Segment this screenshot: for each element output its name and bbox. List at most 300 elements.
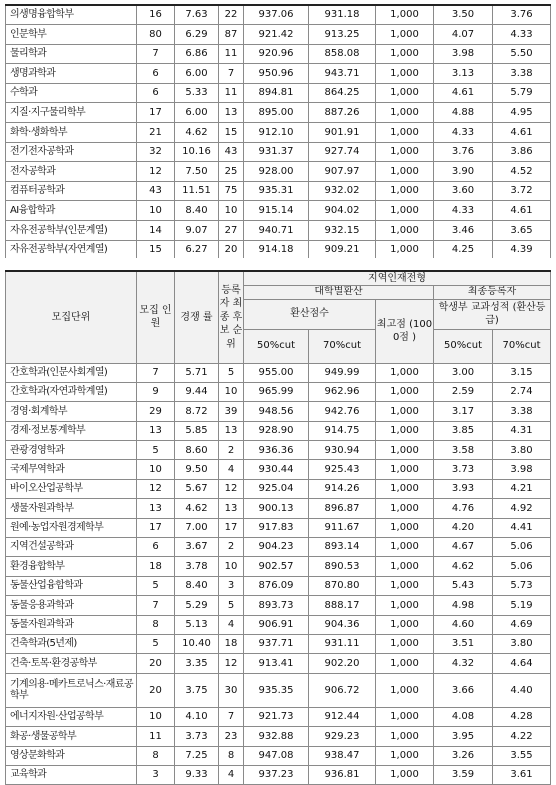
grade70-cell: 4.69 [493, 615, 551, 634]
grade70-cell: 3.65 [493, 221, 551, 241]
rank-cell: 13 [219, 103, 244, 123]
grade70-cell: 4.95 [493, 103, 551, 123]
table-row [6, 654, 551, 673]
grade50-cell: 3.50 [434, 5, 493, 25]
cut50-grade-header: 50%cut [434, 329, 493, 363]
score50-cell: 935.35 [244, 673, 309, 707]
ratio-cell: 5.29 [175, 596, 219, 615]
table-row [6, 83, 551, 103]
dept-cell: 간호학과(자연과학계열) [6, 382, 137, 401]
grade70-cell: 3.38 [493, 402, 551, 421]
rank-cell: 5 [219, 363, 244, 382]
grade50-cell: 4.98 [434, 596, 493, 615]
score70-cell: 943.71 [309, 64, 376, 84]
dept-cell: 동물산업융합학과 [6, 576, 137, 595]
group-title: 지역인재전형 [244, 271, 551, 285]
table-row [6, 707, 551, 726]
score70-cell: 904.02 [309, 201, 376, 221]
dept-cell: 지질·지구물리학부 [6, 103, 137, 123]
grade50-cell: 4.08 [434, 707, 493, 726]
dept-cell: 경영·회계학부 [6, 402, 137, 421]
grade50-cell: 4.07 [434, 25, 493, 45]
table-row [6, 727, 551, 746]
quota-header: 모집 인원 [137, 271, 175, 363]
rank-cell: 13 [219, 421, 244, 440]
quota-cell: 7 [137, 596, 175, 615]
grade50-cell: 3.93 [434, 479, 493, 498]
ratio-cell: 3.73 [175, 727, 219, 746]
max-score-cell: 1,000 [376, 240, 434, 260]
grade50-cell: 3.76 [434, 142, 493, 162]
ratio-cell: 5.67 [175, 479, 219, 498]
max-score-cell: 1,000 [376, 142, 434, 162]
ratio-cell: 9.50 [175, 460, 219, 479]
quota-cell: 17 [137, 103, 175, 123]
grade50-cell: 4.20 [434, 518, 493, 537]
score50-cell: 925.04 [244, 479, 309, 498]
score50-cell: 935.31 [244, 181, 309, 201]
max-score-cell: 1,000 [376, 123, 434, 143]
score70-cell: 962.96 [309, 382, 376, 401]
score50-cell: 931.37 [244, 142, 309, 162]
quota-cell: 43 [137, 181, 175, 201]
score50-cell: 921.42 [244, 25, 309, 45]
table-row [6, 441, 551, 460]
table-row [6, 421, 551, 440]
dept-header: 모집단위 [6, 271, 137, 363]
grade50-cell: 4.67 [434, 538, 493, 557]
grade70-cell: 4.41 [493, 518, 551, 537]
grade50-cell: 3.26 [434, 746, 493, 765]
score70-cell: 858.08 [309, 44, 376, 64]
max-score-cell: 1,000 [376, 103, 434, 123]
score70-cell: 931.18 [309, 5, 376, 25]
quota-cell: 8 [137, 746, 175, 765]
quota-cell: 3 [137, 765, 175, 784]
grade50-cell: 3.66 [434, 673, 493, 707]
final-title: 최종등록자 [434, 285, 551, 299]
score50-cell: 928.00 [244, 162, 309, 182]
grade70-cell: 4.31 [493, 421, 551, 440]
dept-cell: 바이오산업공학부 [6, 479, 137, 498]
rank-cell: 12 [219, 654, 244, 673]
ratio-cell: 9.44 [175, 382, 219, 401]
dept-cell: 수학과 [6, 83, 137, 103]
grade50-cell: 4.61 [434, 83, 493, 103]
conv-score-header: 환산점수 [244, 299, 376, 329]
table-row [6, 64, 551, 84]
quota-cell: 11 [137, 727, 175, 746]
grade50-cell: 4.33 [434, 201, 493, 221]
grade70-cell: 3.76 [493, 5, 551, 25]
quota-cell: 13 [137, 499, 175, 518]
grade70-cell: 2.74 [493, 382, 551, 401]
score50-cell: 914.18 [244, 240, 309, 260]
table-row [6, 221, 551, 241]
quota-cell: 5 [137, 576, 175, 595]
rank-cell: 4 [219, 765, 244, 784]
table-row [6, 538, 551, 557]
score50-cell: 928.90 [244, 421, 309, 440]
max-score-cell: 1,000 [376, 654, 434, 673]
ratio-cell: 6.27 [175, 240, 219, 260]
quota-cell: 10 [137, 201, 175, 221]
quota-cell: 15 [137, 240, 175, 260]
ratio-cell: 10.16 [175, 142, 219, 162]
grade70-cell: 4.52 [493, 162, 551, 182]
table-row [6, 363, 551, 382]
dept-cell: 컴퓨터공학과 [6, 181, 137, 201]
ratio-cell: 8.60 [175, 441, 219, 460]
score70-cell: 906.72 [309, 673, 376, 707]
score50-cell: 940.71 [244, 221, 309, 241]
quota-cell: 14 [137, 221, 175, 241]
ratio-cell: 10.40 [175, 634, 219, 653]
dept-cell: 기계의용·메카트로닉스·재료공학부 [6, 673, 137, 707]
table-row [6, 44, 551, 64]
table-row [6, 382, 551, 401]
grade50-cell: 3.58 [434, 441, 493, 460]
dept-cell: 환경융합학부 [6, 557, 137, 576]
dept-cell: 인문학부 [6, 25, 137, 45]
table-row [6, 25, 551, 45]
dept-cell: 전기전자공학과 [6, 142, 137, 162]
table-row [6, 181, 551, 201]
rank-cell: 43 [219, 142, 244, 162]
max-score-cell: 1,000 [376, 576, 434, 595]
rank-cell: 11 [219, 44, 244, 64]
score70-cell: 936.81 [309, 765, 376, 784]
score70-cell: 887.26 [309, 103, 376, 123]
ratio-cell: 3.35 [175, 654, 219, 673]
score70-cell: 914.26 [309, 479, 376, 498]
dept-cell: AI융합학과 [6, 201, 137, 221]
score70-cell: 870.80 [309, 576, 376, 595]
table-row [6, 240, 551, 260]
dept-cell: 교육학과 [6, 765, 137, 784]
dept-cell: 간호학과(인문사회계열) [6, 363, 137, 382]
rank-cell: 30 [219, 673, 244, 707]
table-row [6, 765, 551, 784]
rank-cell: 4 [219, 460, 244, 479]
rank-cell: 2 [219, 441, 244, 460]
rank-cell: 4 [219, 615, 244, 634]
max-score-cell: 1,000 [376, 363, 434, 382]
quota-cell: 6 [137, 538, 175, 557]
rank-cell: 17 [219, 518, 244, 537]
score50-cell: 915.14 [244, 201, 309, 221]
grade50-cell: 3.73 [434, 460, 493, 479]
grade70-cell: 5.50 [493, 44, 551, 64]
score70-cell: 888.17 [309, 596, 376, 615]
score70-cell: 901.91 [309, 123, 376, 143]
grade70-cell: 4.40 [493, 673, 551, 707]
score50-cell: 965.99 [244, 382, 309, 401]
dept-cell: 경제·정보통계학부 [6, 421, 137, 440]
dept-cell: 물리학과 [6, 44, 137, 64]
score50-cell: 937.06 [244, 5, 309, 25]
rank-header: 등록 자 최종 후보 순위 [219, 271, 244, 363]
score70-cell: 896.87 [309, 499, 376, 518]
cut50-header: 50%cut [244, 329, 309, 363]
score70-cell: 890.53 [309, 557, 376, 576]
grade50-cell: 4.88 [434, 103, 493, 123]
score50-cell: 950.96 [244, 64, 309, 84]
table-row [6, 201, 551, 221]
ratio-cell: 3.75 [175, 673, 219, 707]
grade70-cell: 3.15 [493, 363, 551, 382]
grade70-cell: 3.61 [493, 765, 551, 784]
max-score-cell: 1,000 [376, 441, 434, 460]
ratio-cell: 11.51 [175, 181, 219, 201]
max-score-cell: 1,000 [376, 221, 434, 241]
rank-cell: 13 [219, 499, 244, 518]
max-score-cell: 1,000 [376, 44, 434, 64]
score70-cell: 949.99 [309, 363, 376, 382]
grade70-cell: 4.28 [493, 707, 551, 726]
grade50-cell: 4.60 [434, 615, 493, 634]
grade70-cell: 5.73 [493, 576, 551, 595]
score70-cell: 864.25 [309, 83, 376, 103]
dept-cell: 건축학과(5년제) [6, 634, 137, 653]
grade70-cell: 4.33 [493, 25, 551, 45]
quota-cell: 9 [137, 382, 175, 401]
rank-cell: 10 [219, 557, 244, 576]
max-score-cell: 1,000 [376, 615, 434, 634]
grade70-cell: 4.22 [493, 727, 551, 746]
quota-cell: 5 [137, 441, 175, 460]
table-row [6, 576, 551, 595]
table-row [6, 460, 551, 479]
max-score-cell: 1,000 [376, 479, 434, 498]
score70-cell: 925.43 [309, 460, 376, 479]
grade50-cell: 3.95 [434, 727, 493, 746]
score50-cell: 921.73 [244, 707, 309, 726]
table-1-body [6, 5, 551, 260]
grade50-cell: 3.59 [434, 765, 493, 784]
max-score-cell: 1,000 [376, 538, 434, 557]
ratio-cell: 6.00 [175, 103, 219, 123]
table-row [6, 103, 551, 123]
ratio-cell: 5.71 [175, 363, 219, 382]
dept-cell: 동물자원과학과 [6, 615, 137, 634]
quota-cell: 10 [137, 707, 175, 726]
dept-cell: 건축·토목·환경공학부 [6, 654, 137, 673]
dept-cell: 국제무역학과 [6, 460, 137, 479]
grade70-cell: 3.72 [493, 181, 551, 201]
ratio-cell: 5.33 [175, 83, 219, 103]
max-score-header: 최고점 (1000점 ) [376, 299, 434, 363]
rank-cell: 15 [219, 123, 244, 143]
grade50-cell: 3.98 [434, 44, 493, 64]
quota-cell: 21 [137, 123, 175, 143]
grade70-cell: 3.55 [493, 746, 551, 765]
table-row [6, 634, 551, 653]
ratio-cell: 5.13 [175, 615, 219, 634]
quota-cell: 32 [137, 142, 175, 162]
ratio-cell: 7.63 [175, 5, 219, 25]
score70-cell: 893.14 [309, 538, 376, 557]
rank-cell: 87 [219, 25, 244, 45]
rank-cell: 75 [219, 181, 244, 201]
quota-cell: 12 [137, 162, 175, 182]
score70-cell: 911.67 [309, 518, 376, 537]
table-2-body [6, 363, 551, 785]
dept-cell: 원예·농업자원경제학부 [6, 518, 137, 537]
quota-cell: 20 [137, 654, 175, 673]
cut70-grade-header: 70%cut [493, 329, 551, 363]
admission-table-1 [5, 4, 551, 260]
max-score-cell: 1,000 [376, 382, 434, 401]
quota-cell: 12 [137, 479, 175, 498]
table-row [6, 557, 551, 576]
dept-cell: 의생명융합학부 [6, 5, 137, 25]
rank-cell: 12 [219, 479, 244, 498]
rank-cell: 10 [219, 201, 244, 221]
ratio-cell: 4.62 [175, 499, 219, 518]
ratio-cell: 8.40 [175, 576, 219, 595]
quota-cell: 18 [137, 557, 175, 576]
quota-cell: 8 [137, 615, 175, 634]
score70-cell: 909.21 [309, 240, 376, 260]
quota-cell: 10 [137, 460, 175, 479]
rank-cell: 39 [219, 402, 244, 421]
table-row [6, 499, 551, 518]
score50-cell: 948.56 [244, 402, 309, 421]
table-row [6, 596, 551, 615]
max-score-cell: 1,000 [376, 727, 434, 746]
grade70-cell: 4.61 [493, 123, 551, 143]
max-score-cell: 1,000 [376, 596, 434, 615]
dept-cell: 자유전공학부(인문계열) [6, 221, 137, 241]
grade70-cell: 5.19 [493, 596, 551, 615]
rank-cell: 27 [219, 221, 244, 241]
ratio-cell: 4.10 [175, 707, 219, 726]
ratio-header: 경쟁 률 [175, 271, 219, 363]
grade70-cell: 4.64 [493, 654, 551, 673]
quota-cell: 6 [137, 64, 175, 84]
max-score-cell: 1,000 [376, 64, 434, 84]
score70-cell: 907.97 [309, 162, 376, 182]
score70-cell: 913.25 [309, 25, 376, 45]
dept-cell: 화공·생물공학부 [6, 727, 137, 746]
ratio-cell: 9.33 [175, 765, 219, 784]
score50-cell: 895.00 [244, 103, 309, 123]
grade50-cell: 5.43 [434, 576, 493, 595]
score50-cell: 947.08 [244, 746, 309, 765]
score70-cell: 932.15 [309, 221, 376, 241]
grade70-cell: 4.92 [493, 499, 551, 518]
grade50-cell: 4.62 [434, 557, 493, 576]
ratio-cell: 7.00 [175, 518, 219, 537]
max-score-cell: 1,000 [376, 162, 434, 182]
quota-cell: 29 [137, 402, 175, 421]
score70-cell: 932.02 [309, 181, 376, 201]
score50-cell: 932.88 [244, 727, 309, 746]
rank-cell: 22 [219, 5, 244, 25]
dept-cell: 에너지자원·산업공학부 [6, 707, 137, 726]
grade50-cell: 3.85 [434, 421, 493, 440]
max-score-cell: 1,000 [376, 460, 434, 479]
score50-cell: 906.91 [244, 615, 309, 634]
score70-cell: 904.36 [309, 615, 376, 634]
score50-cell: 902.57 [244, 557, 309, 576]
rank-cell: 10 [219, 382, 244, 401]
rank-cell: 2 [219, 538, 244, 557]
dept-cell: 관광경영학과 [6, 441, 137, 460]
table-row [6, 142, 551, 162]
score70-cell: 914.75 [309, 421, 376, 440]
max-score-cell: 1,000 [376, 518, 434, 537]
grade-title: 학생부 교과성적 (환산등급) [434, 299, 551, 329]
score50-cell: 904.23 [244, 538, 309, 557]
grade50-cell: 3.17 [434, 402, 493, 421]
score70-cell: 929.23 [309, 727, 376, 746]
dept-cell: 영상문화학과 [6, 746, 137, 765]
grade50-cell: 3.00 [434, 363, 493, 382]
conv-title: 대학별환산 [244, 285, 434, 299]
table-gap [0, 258, 556, 266]
max-score-cell: 1,000 [376, 5, 434, 25]
ratio-cell: 6.29 [175, 25, 219, 45]
score70-cell: 942.76 [309, 402, 376, 421]
grade50-cell: 3.13 [434, 64, 493, 84]
score70-cell: 930.94 [309, 441, 376, 460]
score50-cell: 912.10 [244, 123, 309, 143]
ratio-cell: 6.86 [175, 44, 219, 64]
score50-cell: 876.09 [244, 576, 309, 595]
dept-cell: 지역건설공학과 [6, 538, 137, 557]
rank-cell: 8 [219, 746, 244, 765]
max-score-cell: 1,000 [376, 25, 434, 45]
quota-cell: 16 [137, 5, 175, 25]
grade70-cell: 3.98 [493, 460, 551, 479]
score50-cell: 930.44 [244, 460, 309, 479]
quota-cell: 7 [137, 44, 175, 64]
dept-cell: 화학·생화학부 [6, 123, 137, 143]
rank-cell: 7 [219, 64, 244, 84]
grade50-cell: 4.25 [434, 240, 493, 260]
ratio-cell: 8.72 [175, 402, 219, 421]
max-score-cell: 1,000 [376, 707, 434, 726]
grade70-cell: 3.80 [493, 441, 551, 460]
max-score-cell: 1,000 [376, 181, 434, 201]
table-row [6, 479, 551, 498]
quota-cell: 6 [137, 83, 175, 103]
dept-cell: 생명과학과 [6, 64, 137, 84]
ratio-cell: 9.07 [175, 221, 219, 241]
max-score-cell: 1,000 [376, 83, 434, 103]
rank-cell: 3 [219, 576, 244, 595]
table-row [6, 5, 551, 25]
grade50-cell: 3.51 [434, 634, 493, 653]
admission-table-2 [5, 270, 551, 785]
score70-cell: 902.20 [309, 654, 376, 673]
table-2-header [6, 271, 551, 363]
max-score-cell: 1,000 [376, 673, 434, 707]
table-row [6, 615, 551, 634]
rank-cell: 7 [219, 707, 244, 726]
ratio-cell: 8.40 [175, 201, 219, 221]
table-row [6, 402, 551, 421]
grade70-cell: 4.39 [493, 240, 551, 260]
max-score-cell: 1,000 [376, 557, 434, 576]
grade50-cell: 3.60 [434, 181, 493, 201]
ratio-cell: 3.67 [175, 538, 219, 557]
ratio-cell: 7.25 [175, 746, 219, 765]
table-row [6, 123, 551, 143]
score50-cell: 900.13 [244, 499, 309, 518]
